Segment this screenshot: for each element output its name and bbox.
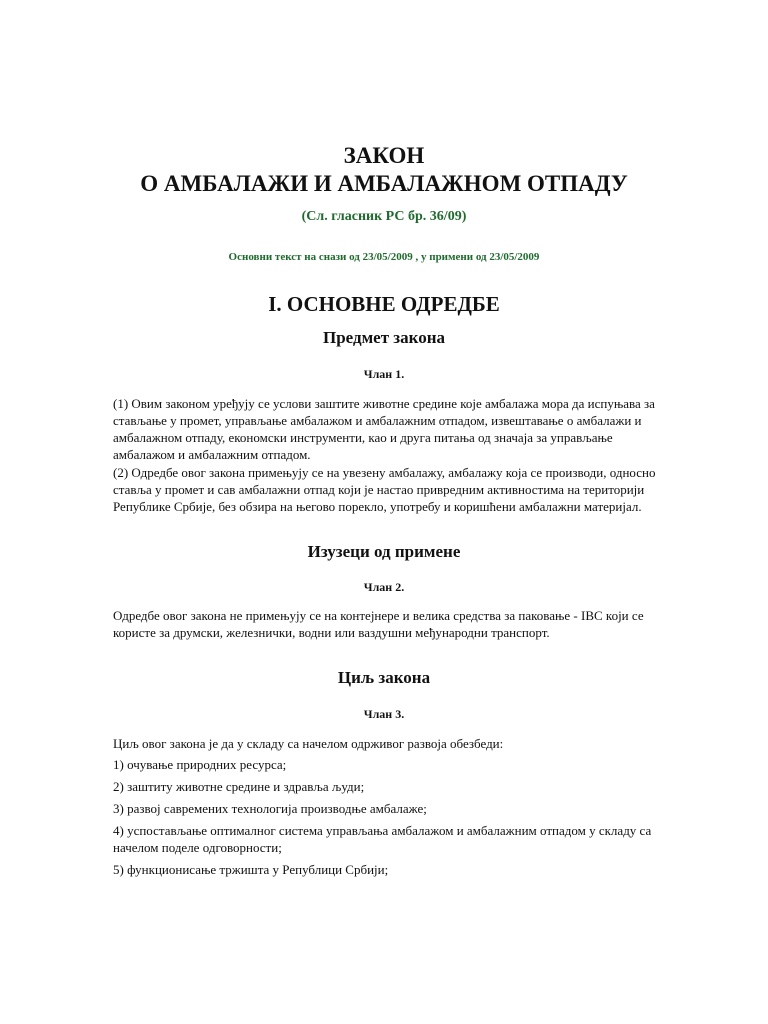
article-1-paragraph-2: (2) Одредбе овог закона примењују се на увезену амбалажу, амбалажу која се производи, односно ставља у промет и сав амбалажни отпад који је настао привредним активностима на територији Републике Србије, без обзира на његово порекло, употребу и коришћени амбалажни материјал.: [113, 465, 656, 514]
exceptions-heading: Изузеци од примене: [307, 542, 461, 561]
validity-note: Основни текст на снази од 23/05/2009 , у примени од 23/05/2009: [228, 251, 540, 263]
subject-heading: Предмет закона: [322, 328, 446, 347]
goal-heading: Циљ закона: [337, 668, 431, 687]
goal-item-3: 3) развој савремених технологија производње амбалаже;: [113, 801, 427, 816]
article-1-paragraph-1: (1) Овим законом уређују се услови заштите животне средине које амбалажа мора да испуњава за стављање у промет, управљање амбалажом и амбалажним отпадом, извештавање о амбалажи и амбалажном отпаду, економски инструменти, као и друга питања од значаја за управљање амбалажом и амбалажним отпадом.: [113, 396, 655, 462]
goal-item-1: 1) очување природних ресурса;: [113, 757, 287, 772]
article-3-label: Члан 3.: [363, 707, 405, 721]
article-3-intro: Циљ овог закона је да у складу са начелом одрживог развоја обезбеди:: [113, 736, 504, 751]
law-title: ЗАКОН: [343, 143, 425, 168]
article-2-paragraph-1: Одредбе овог закона не примењују се на контејнере и велика средства за паковање - IBC који се користе за друмски, железнички, водни или ваздушни међународни транспорт.: [113, 608, 644, 640]
law-subtitle: О АМБАЛАЖИ И АМБАЛАЖНОМ ОТПАДУ: [140, 171, 628, 196]
gazette-reference: (Сл. гласник РС бр. 36/09): [301, 209, 467, 224]
goal-item-4: 4) успостављање оптималног система управљања амбалажом и амбалажним отпадом у складу са начелом поделе одговорности;: [113, 823, 652, 855]
section-title: I. ОСНОВНЕ ОДРЕДБЕ: [268, 292, 500, 316]
goal-item-2: 2) заштиту животне средине и здравља људи;: [113, 779, 365, 794]
article-1-label: Члан 1.: [363, 367, 405, 381]
article-2-label: Члан 2.: [363, 580, 405, 594]
goal-item-5: 5) функционисање тржишта у Републици Србији;: [113, 862, 389, 877]
